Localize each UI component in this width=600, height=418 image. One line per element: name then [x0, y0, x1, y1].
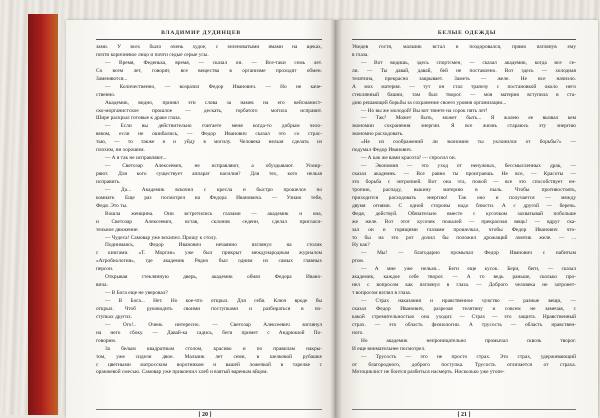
- text-line: комнате. Еще раз посмотрел на Федора Ивановича. — Узнаю тебя,: [96, 194, 322, 201]
- text-line: т вопросом взглял в глаза.: [352, 290, 412, 297]
- text-line: — Вот видишь, здесь спортсмен, — сказал академик, когда все се-: [361, 59, 576, 66]
- text-line: — Чудеса! Самовар уже вскипел. Прошу к столу.: [105, 234, 217, 241]
- left-page: [66, 20, 336, 418]
- text-line: экономии сохранения энергии. Я все жизнь стараюсь эту энергию: [352, 123, 576, 130]
- text-line: Увидев гостя, мальчик встал и поздоровался, прямо взглянув ему: [352, 44, 576, 50]
- text-line: «Не из соображений ли экономии ты уклонился от борьбы?» —: [361, 139, 576, 146]
- text-line: на него сбоку. — Давай-ка садись, беги примет с Андрюшой По-: [96, 329, 322, 336]
- text-line: ртом.: [352, 258, 365, 265]
- text-line: подумал Федор Иванович.: [352, 147, 413, 154]
- text-line: Заменяются...: [96, 75, 128, 82]
- text-line: оранжевой смесью. Самовар уже прикончил хлеб и взятый вареным яйцом.: [96, 369, 268, 376]
- text-line: За белым квадратным столом, красиво и по правилам накры-: [105, 345, 322, 352]
- right-header-rule: [352, 39, 576, 40]
- text-line: Открывая стеклянную дверь, академик обнял Федора Ивано-: [105, 274, 322, 281]
- text-line: Шире раскрыл готовые к драке глаза.: [96, 115, 181, 122]
- text-line: нел с вопросом как взглянул в глаза. — Доброго человека не затронет-: [352, 282, 576, 289]
- text-line: же желе. Вот этот кусочек пожалей — прекрасная вещь! — вдруг ска-: [352, 218, 576, 225]
- text-line: двумя огнями. С одной стороны надо блюсти. А с другой — беречь.: [352, 202, 576, 209]
- text-line: какой стремительностью она уходит. — Страх — это защита. Нравственный: [352, 313, 576, 320]
- text-line: говорим.: [96, 337, 117, 344]
- text-line: экономно расходовать.: [352, 131, 404, 138]
- text-line: персон.: [96, 266, 114, 273]
- text-line: ступках других.: [96, 313, 133, 320]
- text-line: — А как же вами красота? — спросил он.: [361, 155, 457, 162]
- right-page-number: [ 21 ]: [457, 412, 471, 418]
- text-line: Ну как?: [352, 242, 370, 249]
- text-line: стеклянный башни, там был творог. — моя материя вступила в ста-: [352, 91, 576, 98]
- text-line: телятина, прекрасно закрывает. Заметь — желе. Не все начнэло.: [352, 75, 576, 82]
- text-line: — Страх наказания и нравственное чувство — разные вещи, —: [361, 298, 576, 304]
- text-line: — Если вы действительно считаете меня когда-то добрым чело-: [105, 123, 322, 130]
- text-line: — Ого!.. Очень интересно. — Светозар Алексеевич взглянул: [105, 321, 322, 328]
- text-line: страх. — это область физиологии. А трусость — область нравствен-: [352, 321, 576, 328]
- text-line: Поднимаясь, Федор Иванович нечаянно взглянул на столик: [105, 242, 322, 249]
- text-line: ного.: [352, 329, 364, 336]
- text-line: Федя, действуй. Обязательно вместе с кусочком захватывай побольше: [352, 210, 576, 217]
- text-line: Мотоциклист не боится разбиться насмерть. Нисколько уже утопе-: [352, 369, 505, 376]
- text-line: — Так? Может быть, может быть... Я жалею ее вызвал кем: [361, 115, 576, 122]
- left-footer-rule: [96, 409, 322, 410]
- text-line: ско-морганистское прошлое — дескать, горбатого могила исправит.: [96, 107, 322, 114]
- text-line: — Но вы же молодой! Вы вот тянете на сорок пять лет!: [361, 107, 488, 114]
- text-line: веком, если не ошибались, — Федор Иванович сказал это со страс-: [96, 131, 322, 138]
- right-page-text: [352, 44, 576, 377]
- text-line: ряют. Для кого существует aппарат насилия? Для тех, кого нельзя: [96, 171, 322, 177]
- text-line: от благородного, доброго поступка. Трусость отличается от страха.: [352, 361, 576, 368]
- text-line: — В Бога... Нет. Но кое-что открыл. Для себя. Ключ вроде бы: [105, 298, 322, 304]
- text-line: открыл. Чтоб руководить своими поступками и разбираться в по-: [96, 305, 322, 312]
- text-line: — Мы! — благодарно промычал Федор Иванович с набитым: [361, 250, 576, 257]
- text-line: исправить.: [96, 178, 121, 185]
- text-line: — А я так не исправляют...: [105, 155, 167, 162]
- text-line: — Да... Академик вскочил с кресла и быстро прошелся по: [105, 186, 322, 193]
- text-line: том, уже сидели двое. Мальчик лет семи, в шелковой рубашке: [96, 353, 322, 360]
- book-cover-edge: [28, 14, 58, 415]
- text-line: почти коричневое лицо и почти седые серые усы.: [96, 51, 209, 58]
- text-line: это борьба с энтропией. Вот она эта, пожой — все это способствует ен-: [352, 178, 576, 185]
- text-line: и Светозар Алексеевич, встав, склонив седенн, сделал пригласи-: [96, 218, 322, 225]
- right-running-header: БЕЛЫЕ ОДЕЖДЫ: [437, 30, 497, 36]
- text-line: — Трусость — это не просто страх. Это страх, удерживающий: [361, 353, 576, 360]
- text-line: И еще внимательнее посмотрел.: [352, 345, 426, 352]
- text-line: приходится расходовать энергию! Так оно и получается — между: [352, 194, 576, 201]
- text-line: академик, каждое себе творог. — А то ведь раньше, сколько про-: [352, 274, 576, 281]
- text-line: плохим, ни хорошим.: [96, 147, 145, 154]
- text-line: А мох материя. — тут он стал трапезу с постановкой около него: [352, 83, 576, 90]
- text-line: сказал Федор Иванович, разрезая телятину и совсем не замечая, с: [352, 305, 576, 312]
- text-line: дию решающей борьбы за сохранение своего уровня организации...: [352, 99, 507, 106]
- book-gutter-shadow: [330, 20, 342, 418]
- text-line: в глаза.: [352, 51, 369, 58]
- text-line: сказал академик. — Все равно ты проиграешь. Не все, — Красоты —: [352, 171, 576, 177]
- text-line: тропию, распаду, выкину материю в пыль. Чтобы противостоять,: [352, 186, 576, 193]
- right-page: [336, 20, 598, 418]
- text-line: тью, — то также я и уйду в могилу. Человека нельзя сделать из: [96, 139, 322, 146]
- text-line: — Время, Феденька, время, — сказал он. — Все-таки семь лет.: [105, 59, 322, 66]
- text-line: вича.: [96, 282, 108, 289]
- left-page-text: [96, 44, 322, 377]
- right-footer-rule: [352, 409, 576, 410]
- text-line: — Экономия — это уход от ненужных, бессмысленных драк, —: [361, 163, 576, 170]
- text-line: ли. — Ты давай, давай, бей не поставлено. Вот здесь — холодная: [352, 67, 576, 74]
- text-line: Со всем лет, говорят, все вещества в организме проходят обмен.: [96, 67, 322, 74]
- text-line: Но академик непроницательно промычал сквозь творог.: [361, 337, 576, 344]
- left-running-header: ВЛАДИМИР ДУДИНЦЕВ: [161, 30, 241, 36]
- text-line: Академик, видно, принял эти слова за намек на его вейсманист-: [105, 99, 322, 106]
- text-line: то бы на это рот долил бы положил дрожащий ломтик желе. — ...: [352, 234, 576, 241]
- left-page-number: [ 20 ]: [198, 412, 212, 418]
- text-line: — В Бога еще не уверовал?: [105, 290, 168, 297]
- text-line: «Агробиология», где академик Рядно был одним из самых главных: [96, 258, 322, 265]
- left-header-rule: [96, 39, 322, 40]
- text-line: с цветными матросским воротником и вашей ложечкой в тарелке с: [96, 361, 322, 368]
- text-line: с книгами. «Т. Морган» уже был прикрыт международным журналом: [96, 250, 322, 257]
- text-line: Вошла женщина. Они встретились глазами — академик и она,: [105, 210, 322, 217]
- open-book: [28, 8, 588, 418]
- text-line: тельное движение:: [96, 226, 139, 233]
- text-line: ственно.: [96, 91, 116, 98]
- text-line: Федя. Это ты.: [96, 202, 128, 209]
- text-line: — А мне уже нельзя... Беги еще кусок. Бери, беги, — сказал: [361, 266, 576, 273]
- text-line: — Светозар Алексеевич, не исправляют, а обуздывают. Усмир-: [105, 163, 322, 170]
- text-line: — Количественно, — возразил Федор Иванович. — Но не каче-: [105, 83, 322, 90]
- text-line: зами. У всех было очень худое, с зеленоватыми ямами на щеках,: [96, 44, 322, 50]
- text-line: зал он и горящими глазами прошелкал, чтобы Федор Иванович что-: [352, 226, 576, 233]
